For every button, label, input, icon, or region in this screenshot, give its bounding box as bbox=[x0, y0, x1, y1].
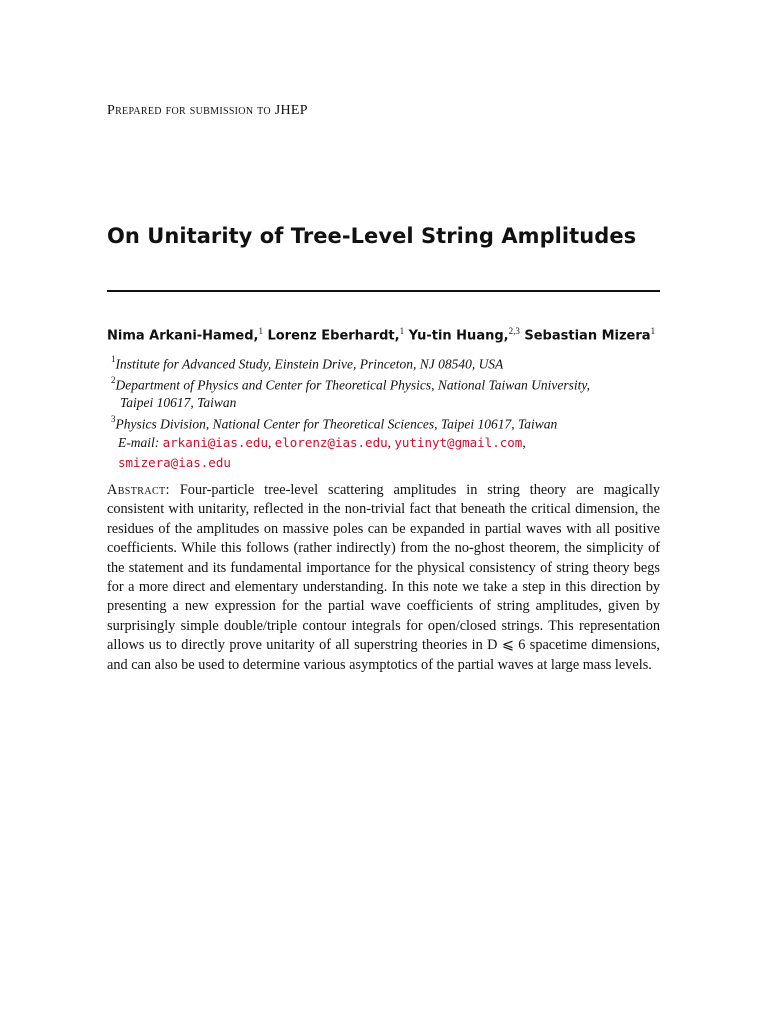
email-label: E-mail: bbox=[118, 435, 160, 450]
affiliation-mark: 1 bbox=[111, 354, 116, 364]
abstract-text: Four-particle tree-level scattering amplitudes in string theory are magically consistent with unitarity, reflected in the non-trivial fact that beneath the critical dimension, the residues of the amplitudes on massive poles can be expanded in partial waves with all positive coefficients. While this follows (rather indirectly) from the no-ghost theorem, the simplicity of the statement and its fundamental importance for the physical consistency of string theory begs for a more direct and elementary understanding. In this note we take a step in this direction by presenting a new expression for the partial wave coefficients of string amplitudes, given by surprisingly simple double/triple contour integrals for open/closed strings. This representation allows us to directly prove unitarity of all superstring theories in D ⩽ 6 spacetime dimensions, and can also be used to determine various asymptotics of the partial waves at large mass levels. bbox=[107, 482, 660, 673]
affiliation-text: Institute for Advanced Study, Einstein Drive, Princeton, NJ 08540, USA bbox=[115, 356, 504, 372]
author-name: Yu-tin Huang, bbox=[408, 328, 509, 344]
abstract-label: Abstract: bbox=[107, 482, 170, 498]
author-name: Sebastian Mizera bbox=[524, 328, 651, 344]
affiliation-text: Department of Physics and Center for Theoretical Physics, National Taiwan University, bbox=[115, 377, 590, 393]
author-name: Nima Arkani-Hamed, bbox=[107, 328, 259, 344]
affiliation-text-cont: Taipei 10617, Taiwan bbox=[120, 394, 237, 410]
paper-title: On Unitarity of Tree-Level String Amplitudes bbox=[107, 224, 637, 248]
email-link[interactable]: elorenz@ias.edu bbox=[274, 435, 388, 450]
author-affil-mark: 1 bbox=[399, 326, 405, 336]
email-block: E-mail: arkani@ias.edu, elorenz@ias.edu, yutinyt@gmail.com, smizera@ias.edu bbox=[118, 435, 526, 470]
author-affil-mark: 1 bbox=[258, 326, 263, 336]
author-list bbox=[107, 326, 660, 343]
affiliation-mark: 3 bbox=[111, 414, 116, 424]
title-rule bbox=[107, 290, 660, 292]
affiliation-3 bbox=[111, 412, 663, 433]
email-link[interactable]: smizera@ias.edu bbox=[118, 455, 231, 470]
email-link[interactable]: arkani@ias.edu bbox=[162, 435, 268, 450]
author-affil-mark: 2,3 bbox=[508, 326, 520, 336]
email-link[interactable]: yutinyt@gmail.com bbox=[394, 435, 523, 450]
abstract bbox=[107, 481, 660, 675]
affiliation-1 bbox=[111, 352, 663, 373]
author-affil-mark: 1 bbox=[650, 326, 656, 336]
author-name: Lorenz Eberhardt, bbox=[267, 328, 400, 344]
journal-note: Prepared for submission to JHEP bbox=[107, 103, 308, 118]
affiliation-text: Physics Division, National Center for Theoretical Sciences, Taipei 10617, Taiwan bbox=[115, 416, 558, 432]
affiliation-2 bbox=[111, 373, 663, 411]
affiliation-mark: 2 bbox=[111, 375, 116, 385]
